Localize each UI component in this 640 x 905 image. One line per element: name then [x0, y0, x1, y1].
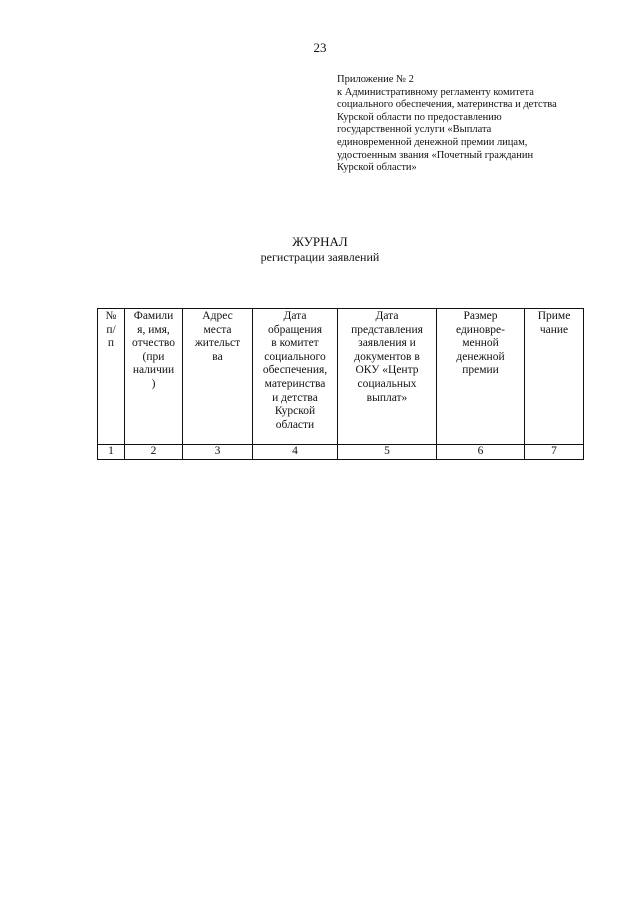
column-number-cell: 1 [98, 445, 125, 460]
column-header-application-date: Дата обращения в комитет социального обеспечения, материнства и детства Курской области [253, 309, 338, 445]
table-header-row [98, 309, 584, 445]
column-header-submission-date: Дата представления заявления и документов в ОКУ «Центр социальных выплат» [338, 309, 437, 445]
column-header-full-name: Фамили я, имя, отчество (при наличии ) [125, 309, 183, 445]
column-number-cell: 3 [183, 445, 253, 460]
appendix-line: к Административному регламенту комитета [337, 86, 534, 98]
registration-table [97, 308, 584, 460]
journal-subtitle: регистрации заявлений [260, 250, 380, 264]
appendix-line: единовременной денежной премии лицам, [337, 136, 528, 148]
column-number-cell: 7 [525, 445, 584, 460]
column-number-cell: 4 [253, 445, 338, 460]
column-number-cell: 2 [125, 445, 183, 460]
column-number-cell: 5 [338, 445, 437, 460]
appendix-line: Курской области по предоставлению [337, 111, 502, 123]
appendix-line: Приложение № 2 [337, 74, 414, 85]
column-number-cell: 6 [437, 445, 525, 460]
table-number-row [98, 445, 584, 460]
column-header-address: Адрес места жительст ва [183, 309, 253, 445]
column-header-notes: Приме чание [525, 309, 584, 445]
appendix-block [337, 74, 597, 175]
journal-title: ЖУРНАЛ [292, 234, 348, 249]
column-header-number: № п/ п [98, 309, 125, 445]
appendix-line: государственной услуги «Выплата [337, 124, 492, 136]
appendix-line: Курской области» [337, 162, 417, 174]
page-number: 23 [313, 40, 327, 55]
appendix-line: удостоенным звания «Почетный гражданин [337, 149, 534, 161]
column-header-bonus-amount: Размер единовре- менной денежной премии [437, 309, 525, 445]
appendix-line: социального обеспечения, материнства и детства [337, 99, 557, 111]
